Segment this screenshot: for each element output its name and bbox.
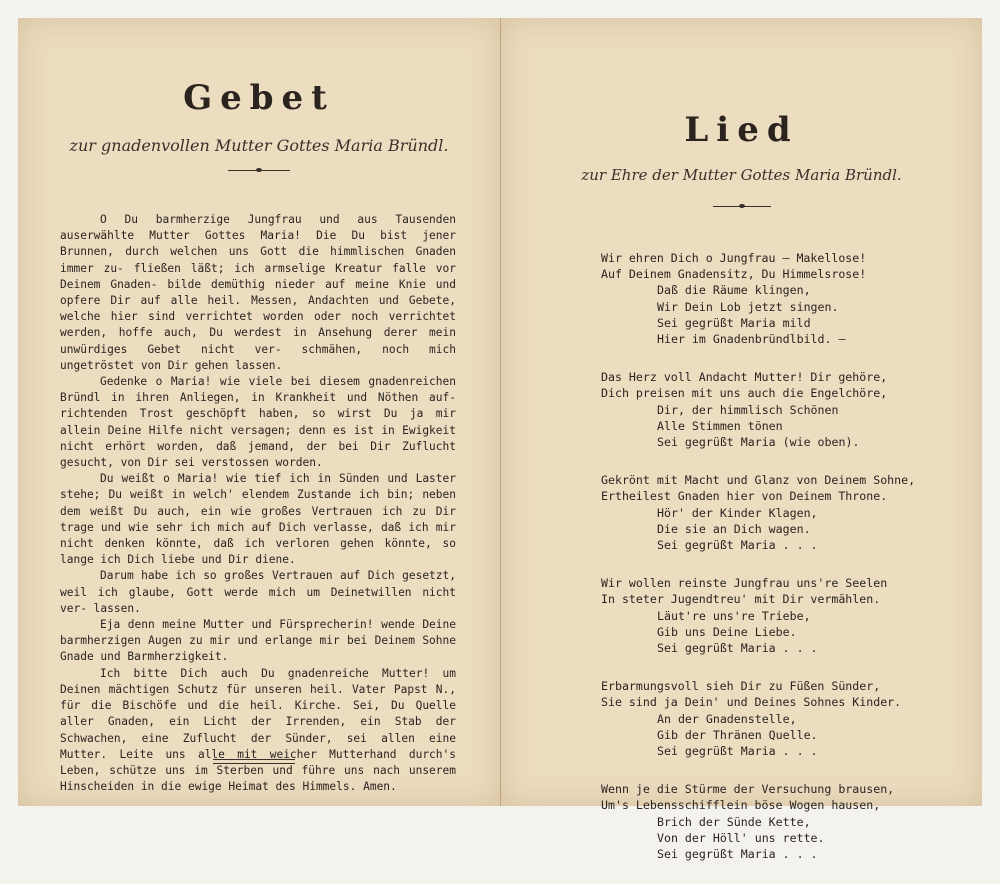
verse-line: Sie sind ja Dein' und Deines Sohnes Kinder.	[601, 695, 902, 710]
verse-line: Um's Lebensschifflein böse Wogen hausen,	[601, 798, 881, 813]
closing-rule	[213, 759, 295, 764]
verse-line: Ertheilest Gnaden hier von Deinem Throne.	[601, 489, 888, 504]
title-ornament	[713, 206, 771, 207]
prayer-title: Gebet	[183, 78, 335, 118]
refrain-line: Dir, der himmlisch Schönen	[657, 402, 839, 417]
stanza	[601, 250, 915, 347]
prayer-subtitle: zur gnadenvollen Mutter Gottes Maria Bründl.	[69, 136, 449, 155]
verse-line: Wenn je die Stürme der Versuchung brausen,	[601, 782, 895, 797]
prayer-paragraph: Darum habe ich so großes Vertrauen auf Dich gesetzt, weil ich glaube, Gott werde mich um Deinetwillen nicht ver- lassen.	[60, 569, 456, 615]
refrain-line: Die sie an Dich wagen.	[657, 521, 811, 536]
refrain-line: Sei gegrüßt Maria mild	[657, 315, 811, 330]
refrain-line: Läut're uns're Triebe,	[657, 608, 811, 623]
refrain-line: Gib uns Deine Liebe.	[657, 624, 797, 639]
refrain-line: Sei gegrüßt Maria . . .	[657, 847, 818, 862]
stanza	[601, 575, 915, 656]
refrain-line: Sei gegrüßt Maria . . .	[657, 641, 818, 656]
verse-line: Wir wollen reinste Jungfrau uns're Seelen	[601, 576, 888, 591]
refrain-line: Alle Stimmen tönen	[657, 418, 783, 433]
prayer-paragraph: Gedenke o Maria! wie viele bei diesem gnadenreichen Bründl in ihren Anliegen, in Krankheit und Nöthen auf- richtenden Trost geschöpft haben, so wirst Du ja mir allein Deine Hilfe nicht versagen; denn es ist in Ewigkeit nicht erhört worden, daß jemand, der bei Dir Zuflucht gesucht, von Dir sei verstossen worden.	[60, 375, 456, 470]
prayer-paragraph: Eja denn meine Mutter und Fürsprecherin! wende Deine barmherzigen Augen zu mir und erlange mir bei Deinem Sohne Gnade und Barmherzigkeit.	[60, 618, 456, 664]
stanza	[601, 472, 915, 553]
stanza	[601, 678, 915, 759]
refrain-line: Von der Höll' uns rette.	[657, 830, 825, 845]
right-page	[501, 18, 982, 862]
title-ornament	[228, 170, 290, 171]
refrain-line: Daß die Räume klingen,	[657, 283, 811, 298]
prayer-text	[60, 212, 456, 795]
refrain-line: Sei gegrüßt Maria . . .	[657, 538, 818, 553]
verse-line: Erbarmungsvoll sieh Dir zu Füßen Sünder,	[601, 679, 881, 694]
refrain-line: Brich der Sünde Kette,	[657, 814, 811, 829]
stanza	[601, 369, 915, 450]
prayer-paragraph: O Du barmherzige Jungfrau und aus Tausenden auserwählte Mutter Gottes Maria! Die Du bist jener Brunnen, durch welchen uns Gott die himmlischen Gnaden immer zu- fließen läßt; ich armselige Kreatur falle vor Deinem Gnaden- bilde demüthig nieder auf meine Knie und opfere Dir auf alle heil. Messen, Andachten und Gebete, welche hier sind verrichtet worden oder noch verrichtet werden, hoffe auch, Du werdest in Ansehung derer mein unwürdiges Gebet nicht ver- schmähen, noch mich ungetröstet von Dir gehen lassen.	[60, 213, 456, 372]
verse-line: Dich preisen mit uns auch die Engelchöre,	[601, 386, 888, 401]
verse-line: Gekrönt mit Macht und Glanz von Deinem Sohne,	[601, 473, 916, 488]
refrain-line: Wir Dein Lob jetzt singen.	[657, 299, 839, 314]
refrain-line: Gib der Thränen Quelle.	[657, 727, 818, 742]
song-subtitle: zur Ehre der Mutter Gottes Maria Bründl.	[581, 166, 902, 184]
verse-line: In steter Jugendtreu' mit Dir vermählen.	[601, 592, 881, 607]
refrain-line: Sei gegrüßt Maria (wie oben).	[657, 435, 860, 450]
verse-line: Das Herz voll Andacht Mutter! Dir gehöre,	[601, 370, 888, 385]
refrain-line: Hör' der Kinder Klagen,	[657, 505, 818, 520]
left-page	[18, 18, 501, 806]
verse-line: Wir ehren Dich o Jungfrau — Makellose!	[601, 251, 867, 265]
prayer-paragraph: Du weißt o Maria! wie tief ich in Sünden und Laster stehe; Du weißt in welch' elendem Zustande ich bin; neben dem weißt Du auch, ein wie großes Vertrauen ich zu Dir trage und wie sehr ich mich auf Dich verlasse, daß ich mir nicht denken könnte, daß ich verloren gehen könnte, so lange ich Dich liebe und Dir diene.	[60, 472, 456, 567]
verse-line: Auf Deinem Gnadensitz, Du Himmelsrose!	[601, 267, 867, 282]
song-verses	[601, 250, 915, 884]
stanza	[601, 781, 915, 862]
refrain-line: Sei gegrüßt Maria . . .	[657, 744, 818, 759]
refrain-line: Hier im Gnadenbründlbild. —	[657, 332, 846, 347]
song-title: Lied	[684, 110, 799, 150]
prayer-paragraph: Ich bitte Dich auch Du gnadenreiche Mutter! um Deinen mächtigen Schutz für unseren heil. Vater Papst N., für die Bischöfe und die heil. Kirche. Sei, Du Quelle aller Gnaden, ein Licht der Irrenden, ein Stab der Schwachen, eine Zuflucht der Sünder, sei allen eine Mutter. Leite uns alle mit weicher Mutterhand durch's Leben, schütze uns im Sterben und führe uns nach unserem Hinscheiden in die ewige Heimat des Himmels. Amen.	[60, 666, 456, 794]
refrain-line: An der Gnadenstelle,	[657, 711, 797, 726]
